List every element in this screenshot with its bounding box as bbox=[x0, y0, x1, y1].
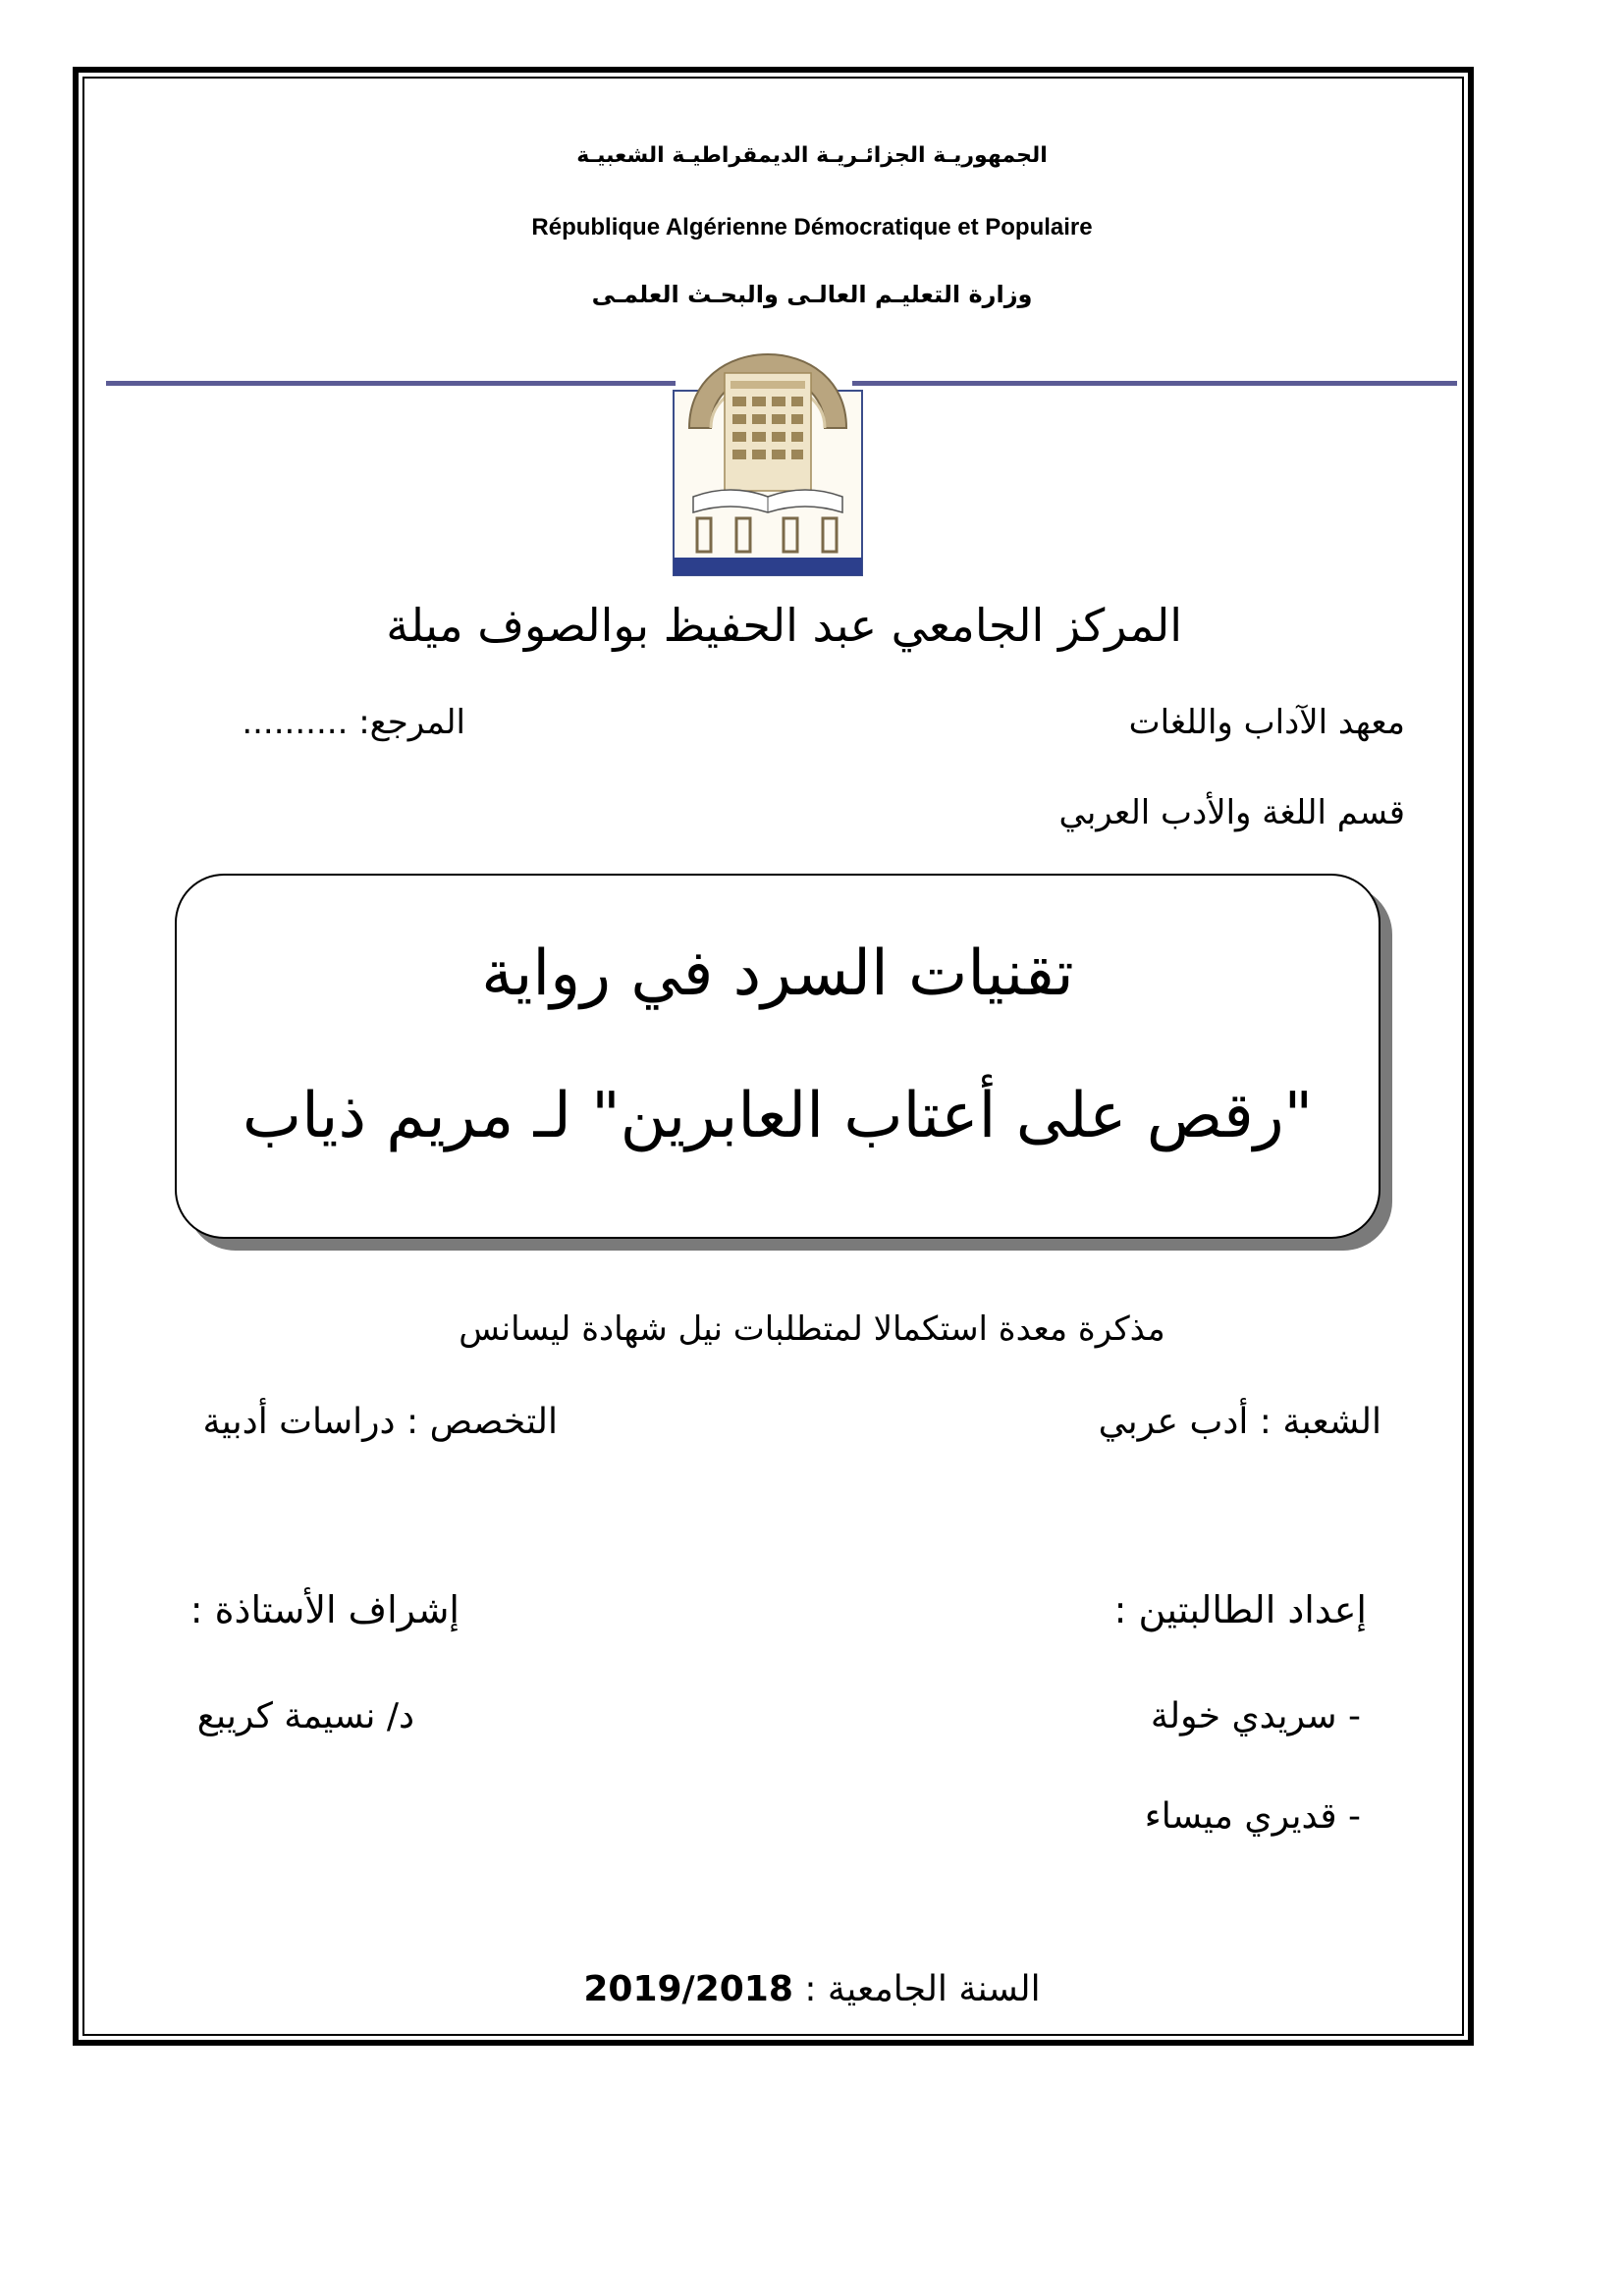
academic-year-value: 2019/2018 bbox=[583, 1969, 793, 2009]
republic-french: République Algérienne Démocratique et Populaire bbox=[531, 214, 1093, 240]
supervisor-name: د/ نسيمة كريبع bbox=[196, 1696, 414, 1736]
header-divider-right bbox=[852, 381, 1457, 386]
student-name: - سريدي خولة bbox=[1150, 1696, 1361, 1736]
memo-description: مذكرة معدة استكمالا لمتطلبات نيل شهادة ليسانس bbox=[459, 1309, 1165, 1349]
department-name: قسم اللغة والأدب العربي bbox=[1058, 793, 1405, 832]
thesis-title-line-2: "رقص على أعتاب العابرين" لـ مريم ذياب bbox=[242, 1080, 1314, 1152]
header-divider-left bbox=[106, 381, 676, 386]
republic-arabic: الجمهوريـة الجزائـريـة الديمقراطيـة الشعبيـة bbox=[576, 143, 1048, 168]
title-box bbox=[175, 874, 1380, 1239]
academic-year-label: السنة الجامعية : bbox=[804, 1969, 1041, 2009]
specialty-field: التخصص : دراسات أدبية bbox=[202, 1402, 558, 1442]
thesis-title-line-1: تقنيات السرد في رواية bbox=[481, 937, 1074, 1010]
branch-field: الشعبة : أدب عربي bbox=[1098, 1402, 1381, 1442]
student-name: - قديري ميساء bbox=[1144, 1796, 1361, 1837]
reference-field: المرجع: .......... bbox=[242, 703, 465, 742]
ministry-arabic: وزارة التعليـم العالـى والبحـث العلمـى bbox=[591, 281, 1033, 308]
supervision-label: إشراف الأستاذة : bbox=[189, 1588, 460, 1631]
prepared-by-label: إعداد الطالبتين : bbox=[1113, 1588, 1367, 1631]
academic-year bbox=[0, 1969, 1624, 2009]
university-name: المركز الجامعي عبد الحفيظ بوالصوف ميلة bbox=[386, 599, 1182, 652]
institute-name: معهد الآداب واللغات bbox=[1128, 703, 1405, 742]
university-building-logo-icon bbox=[672, 310, 864, 577]
